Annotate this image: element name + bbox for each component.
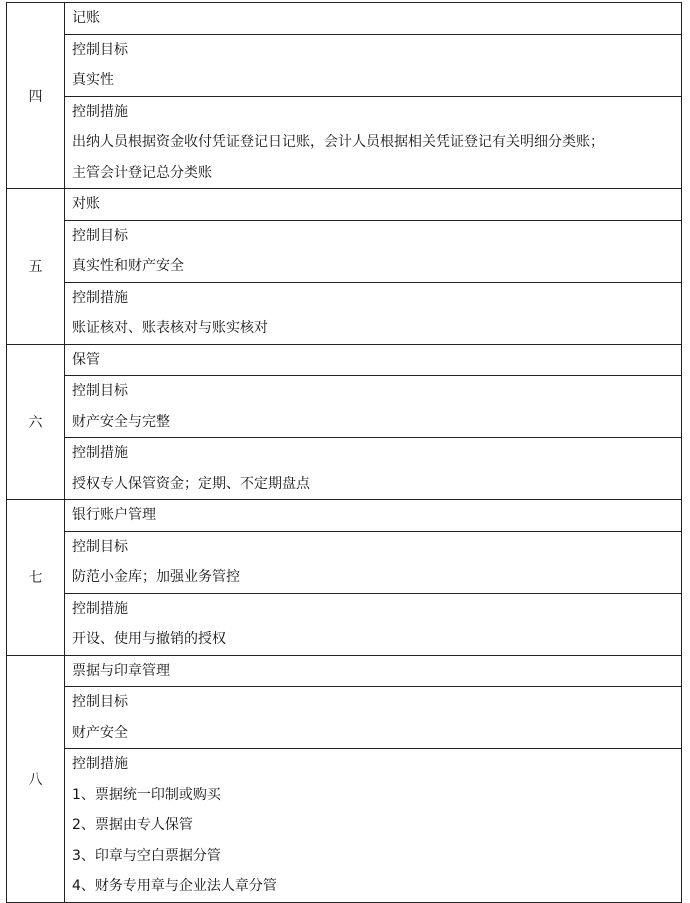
control-measure-cell: [65, 593, 682, 655]
control-measure-label: 控制措施: [72, 289, 128, 306]
section-title-cell: [65, 655, 682, 687]
control-measure-text: 3、印章与空白票据分管: [72, 847, 221, 864]
section-title: 对账: [72, 196, 100, 212]
control-measure-cell: [65, 282, 682, 344]
control-goal-row: [7, 34, 682, 96]
section-title-cell: [65, 344, 682, 376]
control-goal-text: 财产安全与完整: [72, 413, 170, 430]
section-title-cell: [65, 189, 682, 221]
section-title-row: [7, 500, 682, 532]
control-goal-label: 控制目标: [72, 41, 128, 58]
control-measure-cell: [65, 96, 682, 189]
section-title-row: [7, 3, 682, 35]
control-measure-cell: [65, 438, 682, 500]
control-goal-text: 财产安全: [72, 724, 128, 741]
control-measure-label: 控制措施: [72, 103, 128, 120]
control-goal-row: [7, 687, 682, 749]
section-number: 五: [7, 189, 65, 345]
control-measure-text: 出纳人员根据资金收付凭证登记日记账，会计人员根据相关凭证登记有关明细分类账；: [72, 134, 604, 150]
control-measure-text: 开设、使用与撤销的授权: [72, 631, 226, 647]
control-measure-row: [7, 438, 682, 500]
control-goal-cell: [65, 220, 682, 282]
control-table: [6, 2, 682, 903]
control-measure-label: 控制措施: [72, 445, 128, 461]
section-title: 记账: [72, 10, 100, 26]
control-measure-row: [7, 96, 682, 189]
section-number: 七: [7, 500, 65, 656]
control-table-body: [7, 3, 682, 903]
control-goal-text: 真实性和财产安全: [72, 258, 184, 274]
control-measure-text: 授权专人保管资金；定期、不定期盘点: [72, 475, 310, 492]
section-number: 四: [7, 3, 65, 189]
control-goal-cell: [65, 687, 682, 749]
control-measure-row: [7, 593, 682, 655]
control-goal-row: [7, 531, 682, 593]
section-title: 票据与印章管理: [72, 662, 170, 679]
control-measure-label: 控制措施: [72, 756, 128, 772]
control-goal-label: 控制目标: [72, 538, 128, 555]
section-number: 六: [7, 344, 65, 500]
control-goal-label: 控制目标: [72, 383, 128, 399]
control-goal-text: 真实性: [72, 72, 114, 88]
section-title-row: [7, 189, 682, 221]
control-measure-row: [7, 749, 682, 903]
control-goal-cell: [65, 34, 682, 96]
control-measure-text: 主管会计登记总分类账: [72, 164, 212, 181]
control-measure-label: 控制措施: [72, 600, 128, 617]
control-measure-text: 账证核对、账表核对与账实核对: [72, 320, 268, 336]
section-number: 八: [7, 655, 65, 902]
section-title-row: [7, 655, 682, 687]
control-measure-text: 1、票据统一印制或购买: [72, 786, 221, 803]
section-title: 银行账户管理: [72, 507, 156, 523]
control-measure-row: [7, 282, 682, 344]
section-title-cell: [65, 3, 682, 35]
control-goal-cell: [65, 531, 682, 593]
section-title-row: [7, 344, 682, 376]
control-measure-cell: [65, 749, 682, 903]
control-goal-text: 防范小金库；加强业务管控: [72, 569, 240, 585]
section-title-cell: [65, 500, 682, 532]
control-measure-text: 4、财务专用章与企业法人章分管: [72, 878, 277, 894]
control-measure-text: 2、票据由专人保管: [72, 817, 193, 833]
control-goal-row: [7, 220, 682, 282]
control-goal-cell: [65, 376, 682, 438]
control-goal-label: 控制目标: [72, 227, 128, 244]
control-goal-row: [7, 376, 682, 438]
control-goal-label: 控制目标: [72, 694, 128, 710]
section-title: 保管: [72, 351, 100, 368]
